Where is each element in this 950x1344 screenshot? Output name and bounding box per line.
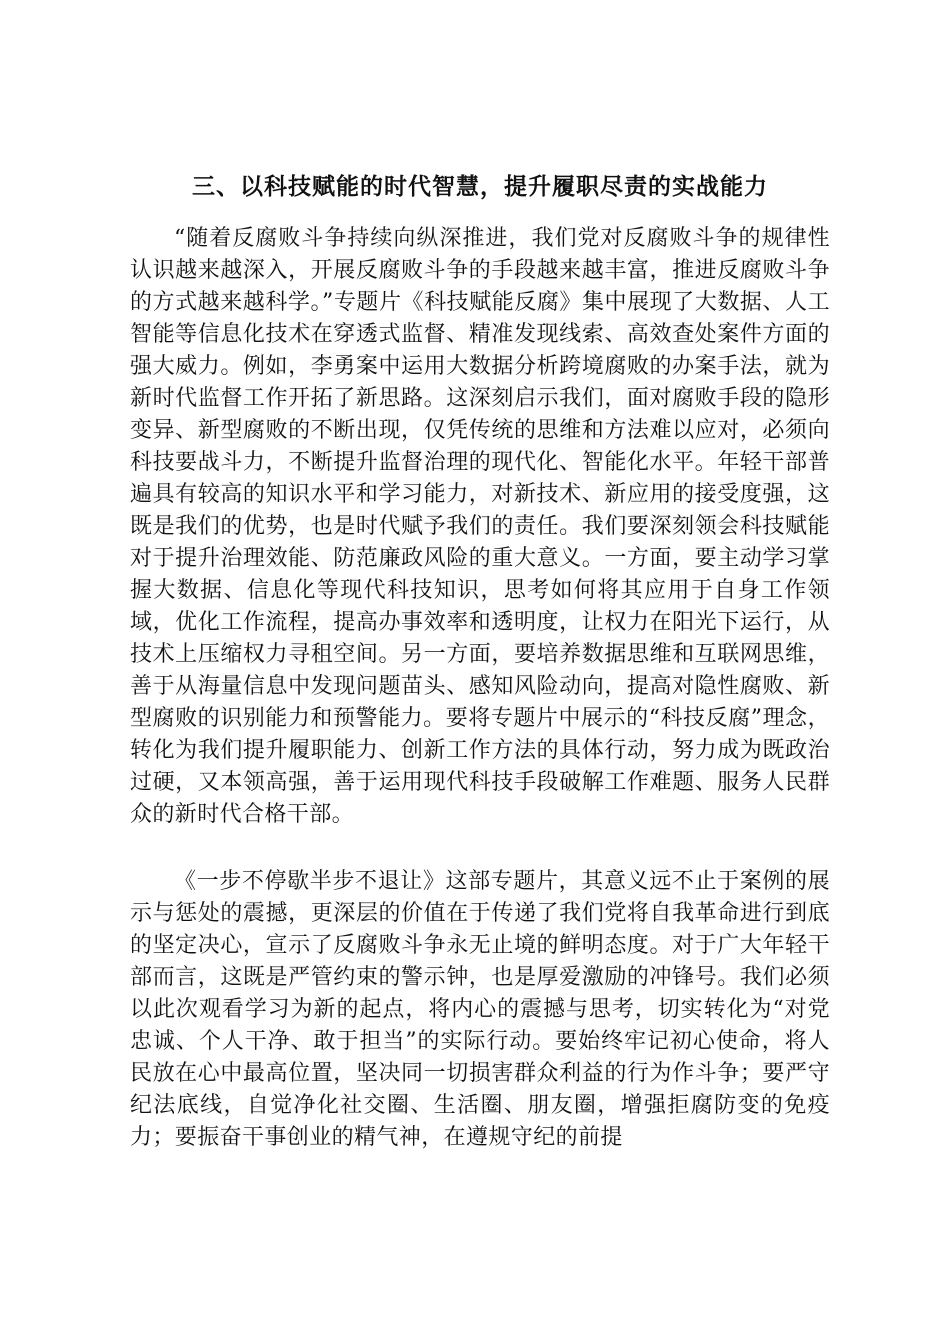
paragraph-tech-empowerment: “随着反腐败斗争持续向纵深推进，我们党对反腐败斗争的规律性认识越来越深入，开展反腐败斗争的手段越来越丰富，推进反腐败斗争的方式越来越科学。”专题片《科技赋能反腐》集中展现了大数据、人工智能等信息化技术在穿透式监督、精准发现线索、高效查处案件方面的强大威力。例如，李勇案中运用大数据分析跨境腐败的办案手法，就为新时代监督工作开拓了新思路。这深刻启示我们，面对腐败手段的隐形变异、新型腐败的不断出现，仅凭传统的思维和方法难以应对，必须向科技要战斗力，不断提升监督治理的现代化、智能化水平。年轻干部普遍具有较高的知识水平和学习能力，对新技术、新应用的接受度强，这既是我们的优势，也是时代赋予我们的责任。我们要深刻领会科技赋能对于提升治理效能、防范廉政风险的重大意义。一方面，要主动学习掌握大数据、信息化等现代科技知识，思考如何将其应用于自身工作领域，优化工作流程，提高办事效率和透明度，让权力在阳光下运行，从技术上压缩权力寻租空间。另一方面，要培养数据思维和互联网思维，善于从海量信息中发现问题苗头、感知风险动向，提高对隐性腐败、新型腐败的识别能力和预警能力。要将专题片中展示的“科技反腐”理念，转化为我们提升履职能力、创新工作方法的具体行动，努力成为既政治过硬，又本领高强，善于运用现代科技手段破解工作难题、服务人民群众的新时代合格干部。 bbox=[130, 226, 830, 827]
section-heading: 三、以科技赋能的时代智慧，提升履职尽责的实战能力 bbox=[192, 174, 768, 200]
paragraph-documentary-significance: 《一步不停歇半步不退让》这部专题片，其意义远不止于案例的展示与惩处的震撼，更深层的价值在于传递了我们党将自我革命进行到底的坚定决心，宣示了反腐败斗争永无止境的鲜明态度。对于广大年轻干部而言，这既是严管约束的警示钟，也是厚爱激励的冲锋号。我们必须以此次观看学习为新的起点，将内心的震撼与思考，切实转化为“对党忠诚、个人干净、敢于担当”的实际行动。要始终牢记初心使命，将人民放在心中最高位置，坚决同一切损害群众利益的行为作斗争；要严守纪法底线，自觉净化社交圈、生活圈、朋友圈，增强拒腐防变的免疫力；要振奋干事创业的精气神，在遵规守纪的前提 bbox=[130, 869, 830, 1150]
